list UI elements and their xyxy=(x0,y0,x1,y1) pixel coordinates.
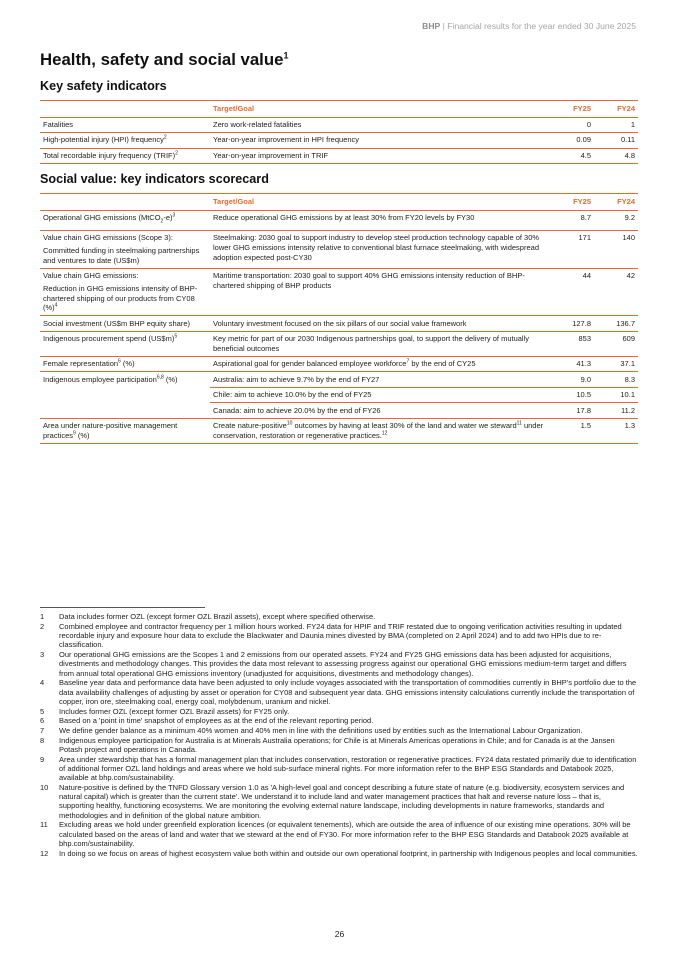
indicator-sublabel-wrap xyxy=(43,284,207,313)
indicator-cell xyxy=(40,133,210,148)
safety-heading: Key safety indicators xyxy=(40,79,167,93)
goal-cell: Voluntary investment focused on the six pillars of our social value framework xyxy=(210,316,548,331)
column-goal: Target/Goal xyxy=(210,101,548,118)
column-indicator xyxy=(40,194,210,211)
goal-cell: Year-on-year improvement in TRIF xyxy=(210,148,548,163)
footnote-number: 9 xyxy=(40,754,45,764)
table-row xyxy=(40,331,638,356)
fy25-value: 1.5 xyxy=(548,418,594,443)
footnote xyxy=(40,707,638,716)
footnote-number: 12 xyxy=(40,848,49,858)
table-row xyxy=(40,418,638,443)
goal-cell: Reduce operational GHG emissions by at least 30% from FY20 levels by FY30 xyxy=(210,210,548,230)
footnotes xyxy=(40,612,638,858)
table-row xyxy=(40,117,638,132)
footnote-number: 1 xyxy=(40,612,45,621)
footnote-number: 7 xyxy=(40,725,45,735)
fy24-value: 0.11 xyxy=(594,133,638,148)
footnote-number: 2 xyxy=(40,621,45,631)
footnote-text: Baseline year data and performance data have been adjusted to only include voyages associated with the transportation of commodities currently in BHP's portfolio due to the data availability challenges of adjusting by asset or operation for CY08 and subsequent year data. GHG emissions intensity calculations currently include the transportation of copper, iron ore, steelmaking coal, energy coal, molybdenum, uranium and nickel. xyxy=(59,678,637,706)
footnote xyxy=(40,849,638,858)
indicator-cell: Operational GHG emissions (MtCO$_2$-e)$^3$ xyxy=(40,210,210,230)
footnote-text: Indigenous employee participation for Australia is at Minerals Australia operations; for Chile is at Minerals Americas operations in Chile; and for Canada is at the Jansen Potash project and operations in Canada. xyxy=(59,735,615,754)
indicator-cell xyxy=(40,331,210,356)
title-footnote-ref: 1 xyxy=(283,50,289,61)
column-goal: Target/Goal xyxy=(210,194,548,211)
fy24-value: 4.8 xyxy=(594,148,638,163)
footnote-text: Nature-positive is defined by the TNFD Glossary version 1.0 as 'A high-level goal and concept describing a future state of nature (e.g. biodiversity, ecosystem services and natural capital) which is greater than the current state'. We understand it to include land and water management practices that halt and reverse nature loss – that is, supporting healthy, functioning ecosystems. We are monitoring the evolving external nature landscape, including developments in nature frameworks, standards and methodologies and in definition of the global nature ambition. xyxy=(59,782,625,820)
table-row xyxy=(40,133,638,148)
fy24-value: 42 xyxy=(594,268,638,316)
goal-text: Create nature-positive xyxy=(213,420,287,430)
indicator-label: Value chain GHG emissions (Scope 3): xyxy=(43,232,173,242)
indicator-cell: Social investment (US$m BHP equity share) xyxy=(40,316,210,331)
fy25-value: 9.0 xyxy=(548,372,594,387)
fy25-value: 8.7 xyxy=(548,210,594,230)
page-title xyxy=(40,50,288,70)
footnote-number: 3 xyxy=(40,649,45,659)
footnote xyxy=(40,783,638,820)
indicator-sublabel: Committed funding in steelmaking partnerships and ventures to date (US$m) xyxy=(43,245,200,265)
goal-cell xyxy=(210,418,548,443)
indicator-cell xyxy=(40,418,210,443)
footnote-number: 6 xyxy=(40,716,45,726)
footnote-ref: 6,8 xyxy=(156,374,164,381)
page-number: 26 xyxy=(334,929,345,939)
indicator-label: Fatalities xyxy=(43,120,74,130)
footnote xyxy=(40,726,638,735)
indicator-label: Indigenous employee participation xyxy=(43,374,157,384)
footnote xyxy=(40,755,638,783)
header-subtitle: Financial results for the year ended 30 June 2025 xyxy=(447,21,636,31)
fy25-value: 853 xyxy=(548,331,594,356)
fy25-value: 0.09 xyxy=(548,133,594,148)
indicator-sublabel: Reduction in GHG emissions intensity of BHP-chartered shipping of our products from CY08 (%) xyxy=(43,283,198,313)
fy24-value: 9.2 xyxy=(594,210,638,230)
footnote-ref: 3 xyxy=(172,212,176,219)
fy24-value: 609 xyxy=(594,331,638,356)
table-row xyxy=(40,357,638,372)
goal-text-middle: outcomes by having at least 30% of the land and water we steward xyxy=(292,420,517,430)
footnote-text: Combined employee and contractor frequency per 1 million hours worked. FY24 data for HPIF and TRIF restated due to ongoing verification activities resulting in updated recordable injury and exposure hour data to exclude the Blackwater and Daunia mines divested by BMA (completed on 2 April 2024) and to add two HPIs due to re-classification. xyxy=(59,621,622,650)
goal-text: Aspirational goal for gender balanced employee workforce xyxy=(213,359,407,369)
footnote xyxy=(40,622,638,650)
table-row xyxy=(40,230,638,268)
indicator-cell xyxy=(40,117,210,132)
goal-cell: Canada: aim to achieve 20.0% by the end of FY26 xyxy=(210,403,548,418)
footnote-text: We define gender balance as a minimum 40% women and 40% men in line with the definitions used by entities such as the International Labour Organization. xyxy=(59,725,583,735)
goal-cell: Chile: aim to achieve 10.0% by the end of FY25 xyxy=(210,387,548,402)
indicator-label: Indigenous procurement spend (US$m) xyxy=(43,334,175,344)
brand-name: BHP xyxy=(422,21,441,31)
indicator-label: Female representation xyxy=(43,359,119,369)
table-row xyxy=(40,268,638,316)
goal-cell: Steelmaking: 2030 goal to support industry to develop steel production technology capable of 30% lower GHG emissions intensity relative to conventional blast furnace steelmaking, with widespread adoption expected post-CY30 xyxy=(210,230,548,268)
fy25-value: 0 xyxy=(548,117,594,132)
table-row xyxy=(40,210,638,230)
fy24-value: 1 xyxy=(594,117,638,132)
footnote-ref: 9 xyxy=(73,430,76,437)
fy25-value: 10.5 xyxy=(548,387,594,402)
social-header-row xyxy=(40,194,638,211)
indicator-label: Area under nature-positive management practices xyxy=(43,420,178,440)
footnote-divider xyxy=(40,607,205,608)
column-indicator xyxy=(40,101,210,118)
indicator-label: Total recordable injury frequency (TRIF) xyxy=(43,150,176,160)
indicator-label-suffix: -e) xyxy=(163,213,173,223)
page-title-text: Health, safety and social value xyxy=(40,50,284,69)
table-row xyxy=(40,372,638,387)
indicator-label-suffix: (%) xyxy=(163,374,178,384)
indicator-cell xyxy=(40,357,210,372)
footnote-ref: 2 xyxy=(163,134,167,141)
fy25-value: 44 xyxy=(548,268,594,316)
footnote-text: Our operational GHG emissions are the Scopes 1 and 2 emissions from our operated assets. FY24 and FY25 GHG emissions data has been adjusted for acquisitions, divestments and methodology changes. This provides the data most relevant to assessing progress against our operational GHG emissions medium-term target and differs from annual total operational GHG emissions inventory (unadjusted for acquisitions, divestments and methodology changes). xyxy=(59,649,627,678)
footnote-ref: 4 xyxy=(54,302,58,309)
fy25-value: 171 xyxy=(548,230,594,268)
goal-cell: Zero work-related fatalities xyxy=(210,117,548,132)
indicator-label: High-potential injury (HPI) frequency xyxy=(43,135,164,145)
footnote-text: Excluding areas we hold under greenfield exploration licences (or equivalent tenements), which are outside the area of influence of our existing mine operations. 30% will be calculated based on the areas of land and water that we steward at the end of FY30. For more information refer to the BHP ESG Standards and Databook 2025 available at bhp.com/sustainability. xyxy=(59,820,631,849)
footnote-number: 4 xyxy=(40,678,45,688)
footnote-text: Based on a 'point in time' snapshot of employees as at the end of the relevant reporting period. xyxy=(59,716,374,726)
column-fy24: FY24 xyxy=(594,101,638,118)
footnote-number: 11 xyxy=(40,820,48,830)
footnote xyxy=(40,736,638,755)
fy24-value: 140 xyxy=(594,230,638,268)
footnote-ref: 10 xyxy=(286,420,293,427)
running-header xyxy=(422,21,636,31)
footnote-text: Area under stewardship that has a formal management plan that includes conservation, restoration or regenerative practices. FY24 data restated primarily due to identification of additional former OZL land holdings and areas where we hold sub-surface mineral rights. For more information refer to the BHP ESG Standards and Databook 2025, available at bhp.com/sustainability. xyxy=(59,754,637,783)
goal-text-suffix: under conservation, restoration or regenerative practices. xyxy=(213,420,544,440)
indicator-label-suffix: (%) xyxy=(75,430,90,440)
footnote xyxy=(40,612,638,621)
indicator-label-suffix: (%) xyxy=(120,359,135,369)
footnote-ref: 2 xyxy=(175,150,178,157)
table-row xyxy=(40,148,638,163)
goal-cell: Maritime transportation: 2030 goal to support 40% GHG emissions intensity reduction of BHP-chartered shipping of BHP products xyxy=(210,268,548,316)
fy25-value: 17.8 xyxy=(548,403,594,418)
goal-text-suffix: by the end of CY25 xyxy=(409,359,476,369)
fy25-value: 41.3 xyxy=(548,357,594,372)
safety-header-row xyxy=(40,101,638,118)
indicator-label: Value chain GHG emissions: xyxy=(43,270,139,280)
fy24-value: 8.3 xyxy=(594,372,638,387)
footnote xyxy=(40,678,638,706)
footnote-ref: 5 xyxy=(174,333,178,340)
goal-cell: Australia: aim to achieve 9.7% by the end of FY27 xyxy=(210,372,548,387)
social-table xyxy=(40,193,638,444)
table-row xyxy=(40,316,638,331)
footnote-ref: 11 xyxy=(516,420,522,427)
indicator-cell xyxy=(40,148,210,163)
fy25-value: 4.5 xyxy=(548,148,594,163)
social-heading: Social value: key indicators scorecard xyxy=(40,172,269,186)
column-fy25: FY25 xyxy=(548,194,594,211)
footnote-number: 5 xyxy=(40,706,45,716)
footnote-ref: 7 xyxy=(406,358,410,365)
indicator-label: Operational GHG emissions (MtCO xyxy=(43,213,161,223)
footnote-text: In doing so we focus on areas of highest ecosystem value both within and outside our own operational footprint, in partnership with Indigenous peoples and local communities. xyxy=(59,848,638,858)
fy24-value: 11.2 xyxy=(594,403,638,418)
footnote xyxy=(40,716,638,725)
fy25-value: 127.8 xyxy=(548,316,594,331)
footnote-ref: 6 xyxy=(118,358,121,365)
footnote-text: Data includes former OZL (except former OZL Brazil assets), except where specified otherwise. xyxy=(59,612,376,621)
footnote-ref: 12 xyxy=(381,430,388,437)
fy24-value: 37.1 xyxy=(594,357,638,372)
footnote xyxy=(40,650,638,678)
indicator-cell xyxy=(40,372,210,418)
column-fy24: FY24 xyxy=(594,194,638,211)
goal-cell: Year-on-year improvement in HPI frequency xyxy=(210,133,548,148)
header-separator: | xyxy=(440,21,448,31)
footnote-number: 10 xyxy=(40,782,49,792)
footnote-number: 8 xyxy=(40,735,45,745)
indicator-cell xyxy=(40,230,210,268)
fy24-value: 10.1 xyxy=(594,387,638,402)
safety-table xyxy=(40,100,638,164)
indicator-cell xyxy=(40,268,210,316)
goal-cell xyxy=(210,357,548,372)
fy24-value: 136.7 xyxy=(594,316,638,331)
footnote-text: Includes former OZL (except former OZL Brazil assets) for FY25 only. xyxy=(59,706,290,716)
goal-cell: Key metric for part of our 2030 Indigenous partnerships goal, to support the delivery of mutually beneficial outcomes xyxy=(210,331,548,356)
footnote xyxy=(40,820,638,848)
fy24-value: 1.3 xyxy=(594,418,638,443)
column-fy25: FY25 xyxy=(548,101,594,118)
